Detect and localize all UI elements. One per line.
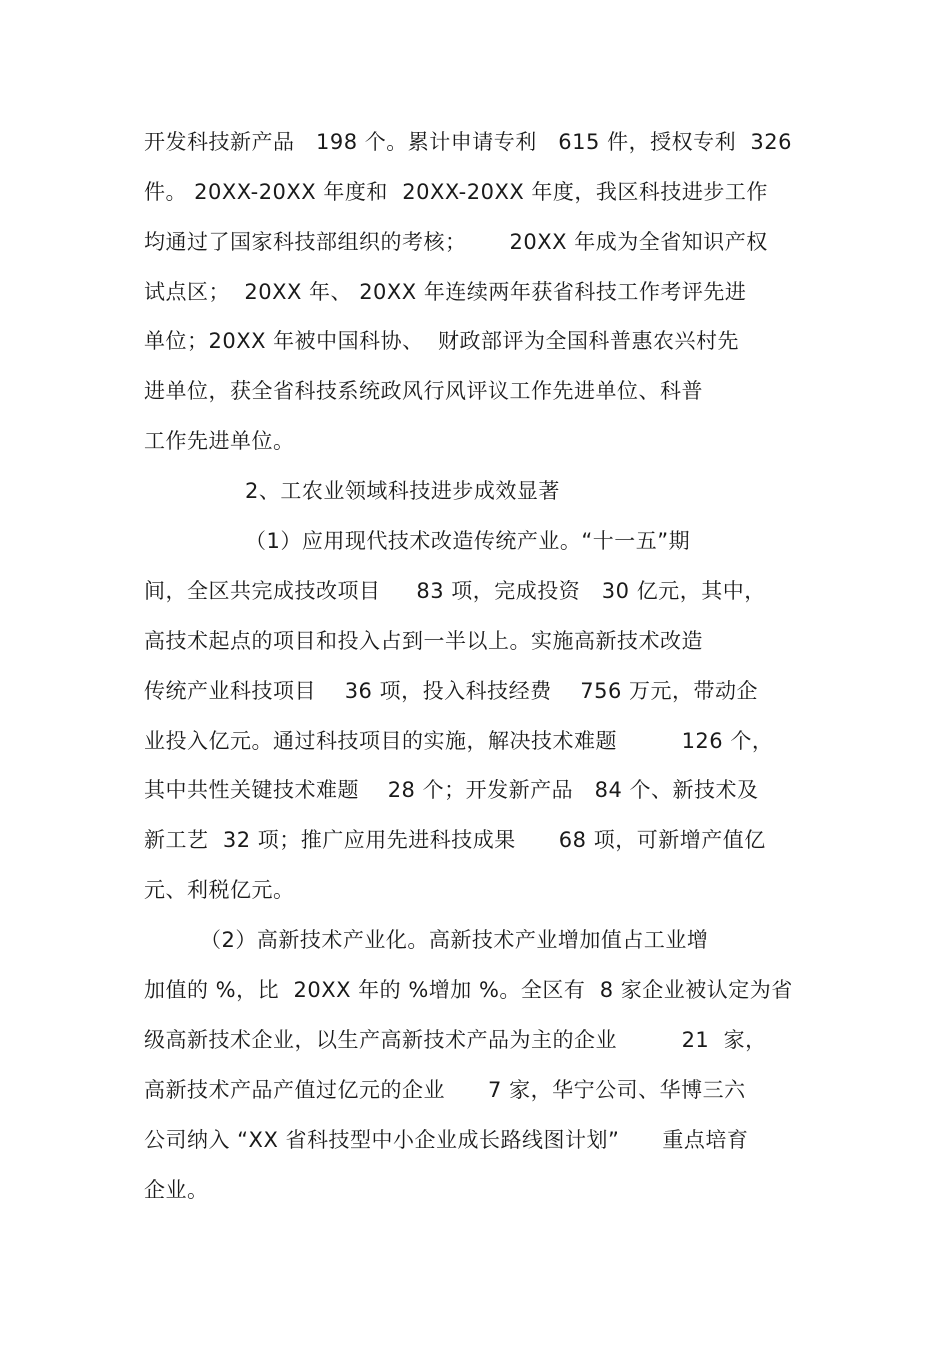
body-text-line: 业投入亿元。通过科技项目的实施，解决技术难题 126 个， xyxy=(144,729,774,753)
body-text-line: 试点区； 20XX 年、 20XX 年连续两年获省科技工作考评先进 xyxy=(144,280,747,304)
body-text-line: 高新技术产品产值过亿元的企业 7 家，华宁公司、华博三六 xyxy=(144,1078,746,1102)
body-text-line: 公司纳入 “XX 省科技型中小企业成长路线图计划” 重点培育 xyxy=(144,1128,749,1152)
body-text-line: 进单位，获全省科技系统政风行风评议工作先进单位、科普 xyxy=(144,379,703,403)
body-text-line: 工作先进单位。 xyxy=(144,429,295,453)
body-text-line: 企业。 xyxy=(144,1178,209,1202)
body-text-line: 开发科技新产品 198 个。累计申请专利 615 件，授权专利 326 xyxy=(144,130,792,154)
section-heading: 2、工农业领域科技进步成效显著 xyxy=(245,479,560,503)
body-text-line: 传统产业科技项目 36 项，投入科技经费 756 万元，带动企 xyxy=(144,679,759,703)
body-text-line: 均通过了国家科技部组织的考核； 20XX 年成为全省知识产权 xyxy=(144,230,768,254)
body-text-line: 新工艺 32 项；推广应用先进科技成果 68 项，可新增产值亿 xyxy=(144,828,766,852)
body-text-line: 级高新技术企业，以生产高新技术产品为主的企业 21 家， xyxy=(144,1028,767,1052)
body-text-line: 件。 20XX-20XX 年度和 20XX-20XX 年度，我区科技进步工作 xyxy=(144,180,768,204)
body-text-line: 间，全区共完成技改项目 83 项，完成投资 30 亿元，其中， xyxy=(144,579,766,603)
body-text-line: 高技术起点的项目和投入占到一半以上。实施高新技术改造 xyxy=(144,629,703,653)
body-text-line: 加值的 %，比 20XX 年的 %增加 %。全区有 8 家企业被认定为省 xyxy=(144,978,793,1002)
subsection-heading: （1）应用现代技术改造传统产业。“十一五”期 xyxy=(245,529,691,553)
body-text-line: 单位；20XX 年被中国科协、 财政部评为全国科普惠农兴村先 xyxy=(144,329,740,353)
body-text-line: 其中共性关键技术难题 28 个；开发新产品 84 个、新技术及 xyxy=(144,778,759,802)
subsection-heading: （2）高新技术产业化。高新技术产业增加值占工业增 xyxy=(200,928,709,952)
body-text-line: 元、利税亿元。 xyxy=(144,878,295,902)
